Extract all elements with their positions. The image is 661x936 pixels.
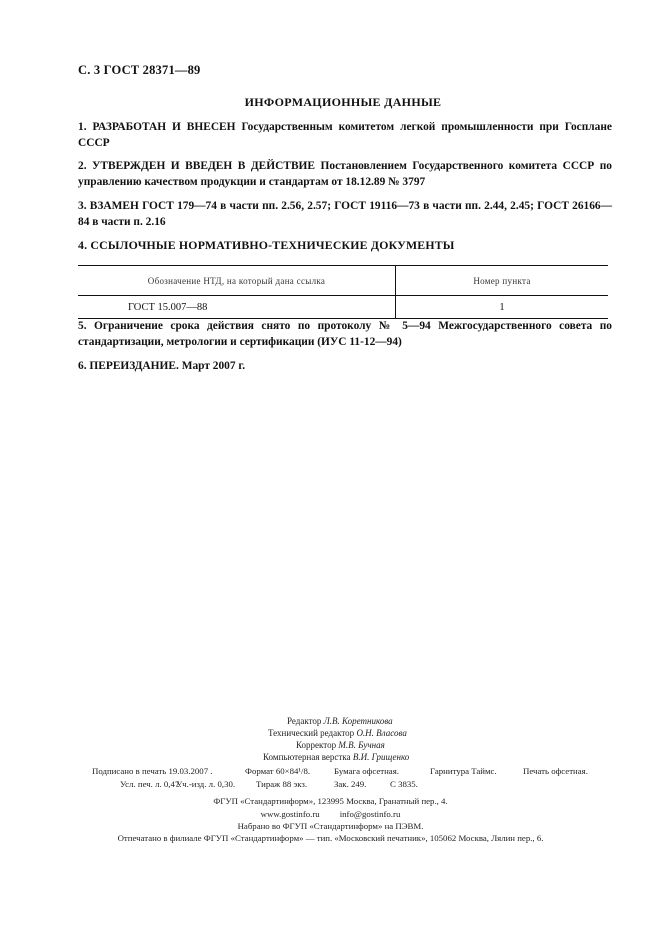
table-cell-document: ГОСТ 15.007—88 bbox=[78, 296, 396, 319]
credit-label: Корректор bbox=[296, 740, 337, 750]
info-item-3 bbox=[78, 199, 612, 230]
item-lead: ССЫЛОЧНЫЕ НОРМАТИВНО-ТЕХНИЧЕСКИЕ ДОКУМЕНТЫ bbox=[90, 238, 455, 252]
table-cell-clause: 1 bbox=[396, 296, 609, 319]
credit-name: В.И. Грищенко bbox=[352, 752, 410, 762]
credit-label: Технический редактор bbox=[268, 728, 355, 738]
item-number: 2. bbox=[78, 160, 87, 172]
item-number: 5. bbox=[78, 320, 87, 332]
item-text: ГОСТ 179—74 в части пп. 2.56, 2.57; ГОСТ 19116—73 в части пп. 2.44, 2.45; ГОСТ 26166—84 в части п. 2.16 bbox=[78, 200, 612, 228]
typeset-note: Набрано во ФГУП «Стандартинформ» на ПЭВМ. bbox=[237, 821, 424, 831]
item-number: 1. bbox=[78, 121, 87, 133]
item-lead: ВЗАМЕН bbox=[89, 200, 139, 212]
item-lead: РАЗРАБОТАН И ВНЕСЕН bbox=[92, 121, 236, 133]
section-title: ИНФОРМАЦИОННЫЕ ДАННЫЕ bbox=[244, 95, 442, 109]
credit-layout bbox=[263, 752, 409, 762]
info-item-1 bbox=[78, 120, 612, 151]
credit-label: Редактор bbox=[287, 716, 322, 726]
credit-tech-editor bbox=[268, 728, 407, 738]
reference-documents-table bbox=[78, 265, 608, 319]
paper-type: Бумага офсетная. bbox=[334, 766, 399, 776]
table-header-row bbox=[78, 266, 608, 296]
column-header-clause: Номер пункта bbox=[396, 266, 609, 296]
publisher-contacts bbox=[0, 809, 661, 819]
item-text: Постановлением Государственного комитета СССР по управлению качеством продукции и стандартам от 18.12.89 № 3797 bbox=[78, 160, 612, 188]
printing-type: Печать офсетная. bbox=[523, 766, 588, 776]
item-text: Государственным комитетом легкой промышленности при Госплане СССР bbox=[78, 121, 612, 149]
publisher-address: ФГУП «Стандартинформ», 123995 Москва, Гранатный пер., 4. bbox=[213, 796, 448, 806]
credit-corrector bbox=[296, 740, 385, 750]
credit-editor bbox=[287, 716, 393, 726]
website-link[interactable]: www.gostinfo.ru bbox=[260, 809, 320, 819]
page-header: С. 3 ГОСТ 28371—89 bbox=[78, 63, 201, 77]
info-item-2 bbox=[78, 159, 612, 190]
item-text: Ограничение срока действия снято по протоколу № 5—94 Межгосударственного совета по стандартизации, метрологии и сертификации (ИУС 11-12—94) bbox=[78, 320, 613, 348]
credit-label: Компьютерная верстка bbox=[263, 752, 351, 762]
item-lead: УТВЕРЖДЕН И ВВЕДЕН В ДЕЙСТВИЕ bbox=[92, 160, 316, 172]
info-item-6 bbox=[78, 359, 612, 375]
signed-date: Подписано в печать 19.03.2007 . bbox=[92, 766, 213, 776]
email-link[interactable]: info@gostinfo.ru bbox=[339, 809, 401, 819]
typeface: Гарнитура Таймс. bbox=[430, 766, 497, 776]
print-sheets: Усл. печ. л. 0,47. bbox=[120, 779, 182, 789]
item-number: 4. bbox=[78, 238, 88, 252]
item-lead: ПЕРЕИЗДАНИЕ. bbox=[89, 360, 179, 372]
info-item-5 bbox=[78, 319, 612, 350]
publication-code: С 3835. bbox=[390, 779, 418, 789]
credit-name: М.В. Бучная bbox=[338, 740, 385, 750]
info-item-4 bbox=[78, 238, 612, 254]
item-number: 6. bbox=[78, 360, 87, 372]
paper-format: Формат 60×84¹/8. bbox=[245, 766, 311, 776]
credit-name: О.Н. Власова bbox=[356, 728, 407, 738]
item-text: Март 2007 г. bbox=[181, 360, 246, 372]
order-number: Зак. 249. bbox=[334, 779, 367, 789]
column-header-document: Обозначение НТД, на который дана ссылка bbox=[78, 266, 396, 296]
credit-name: Л.В. Коретникова bbox=[323, 716, 393, 726]
print-run: Тираж 88 экз. bbox=[256, 779, 308, 789]
item-number: 3. bbox=[78, 200, 87, 212]
publication-sheets: Уч.-изд. л. 0,30. bbox=[176, 779, 236, 789]
table-row bbox=[78, 296, 608, 319]
printed-note: Отпечатано в филиале ФГУП «Стандартинформ» — тип. «Московский печатник», 105062 Москва, Лялин пер., 6. bbox=[117, 833, 544, 843]
